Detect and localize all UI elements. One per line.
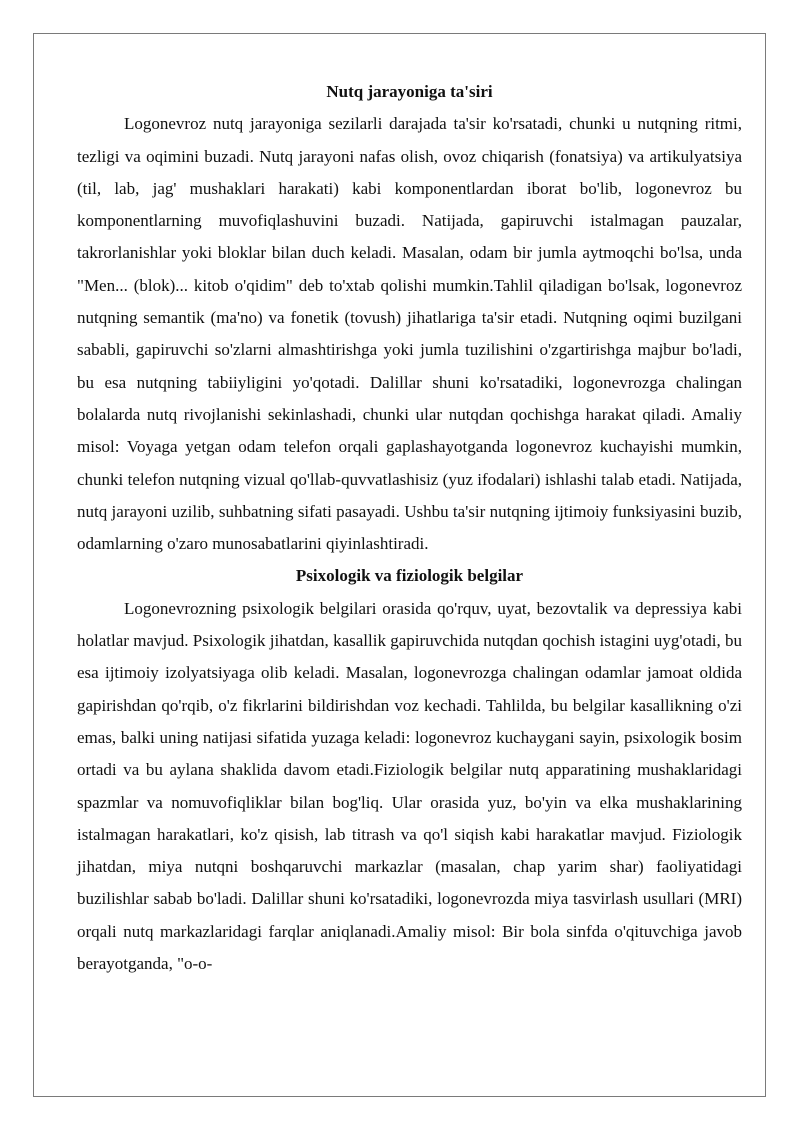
section-heading-speech-process: Nutq jarayoniga ta'siri	[326, 82, 493, 101]
section-heading-psychological-physiological-signs: Psixologik va fiziologik belgilar	[295, 566, 524, 586]
document-body	[77, 76, 742, 980]
paragraph-psychological-physiological-signs: Logonevrozning psixologik belgilari orasida qo'rquv, uyat, bezovtalik va depressiya kabi holatlar mavjud. Psixologik jihatdan, kasallik gapiruvchida nutqdan qochish istagini uyg'otadi, bu esa ijtimoiy izolyatsiyaga olib keladi. Masalan, logonevrozga chalingan odamlar jamoat oldida gapirishdan qo'rqib, o'z fikrlarini bildirishdan voz kechadi. Tahlilda, bu belgilar kasallikning o'zi emas, balki uning natijasi sifatida yuzaga keladi: logonevroz kuchaygani sayin, psixologik bosim ortadi va bu aylana shaklida davom etadi.Fiziologik belgilar nutq apparatining mushaklaridagi spazmlar va nomuvofiqliklar bilan bog'liq. Ular orasida yuz, bo'yin va elka mushaklarining istalmagan harakatlari, ko'z qisish, lab titrash va qo'l siqish kabi harakatlar mavjud. Fiziologik jihatdan, miya nutqni boshqaruvchi markazlar (masalan, chap yarim shar) faoliyatidagi buzilishlar sabab bo'ladi. Dalillar shuni ko'rsatadiki, logonevrozda miya tasvirlash usullari (MRI) orqali nutq markazlaridagi farqlar aniqlanadi.Amaliy misol: Bir bola sinfda o'qituvchiga javob berayotganda, "o-o-	[77, 598, 742, 974]
paragraph-speech-process: Logonevroz nutq jarayoniga sezilarli darajada ta'sir ko'rsatadi, chunki u nutqning ritmi, tezligi va oqimini buzadi. Nutq jarayoni nafas olish, ovoz chiqarish (fonatsiya) va artikulyatsiya (til, lab, jag' mushaklari harakati) kabi komponentlardan iborat bo'lib, logonevroz bu komponentlarning muvofiqlashuvini buzadi. Natijada, gapiruvchi istalmagan pauzalar, takrorlanishlar yoki bloklar bilan duch keladi. Masalan, odam bir jumla aytmoqchi bo'lsa, unda "Men... (blok)... kitob o'qidim" deb to'xtab qolishi mumkin.Tahlil qiladigan bo'lsak, logonevroz nutqning semantik (ma'no) va fonetik (tovush) jihatlariga ta'sir etadi. Nutqning oqimi buzilgani sababli, gapiruvchi so'zlarni almashtirishga yoki jumla tuzilishini o'zgartirishga majbur bo'ladi, bu esa nutqning tabiiyligini yo'qotadi. Dalillar shuni ko'rsatadiki, logonevrozga chalingan bolalarda nutq rivojlanishi sekinlashadi, chunki ular nutqdan qochishga harakat qiladi. Amaliy misol: Voyaga yetgan odam telefon orqali gaplashayotganda logonevroz kuchayishi mumkin, chunki telefon nutqning vizual qo'llab-quvvatlashisiz (yuz ifodalari) ishlashi talab etadi. Natijada, nutq jarayoni uzilib, suhbatning sifati pasayadi. Ushbu ta'sir nutqning ijtimoiy funksiyasini buzib, odamlarning o'zaro munosabatlarini qiyinlashtiradi.	[77, 114, 742, 554]
